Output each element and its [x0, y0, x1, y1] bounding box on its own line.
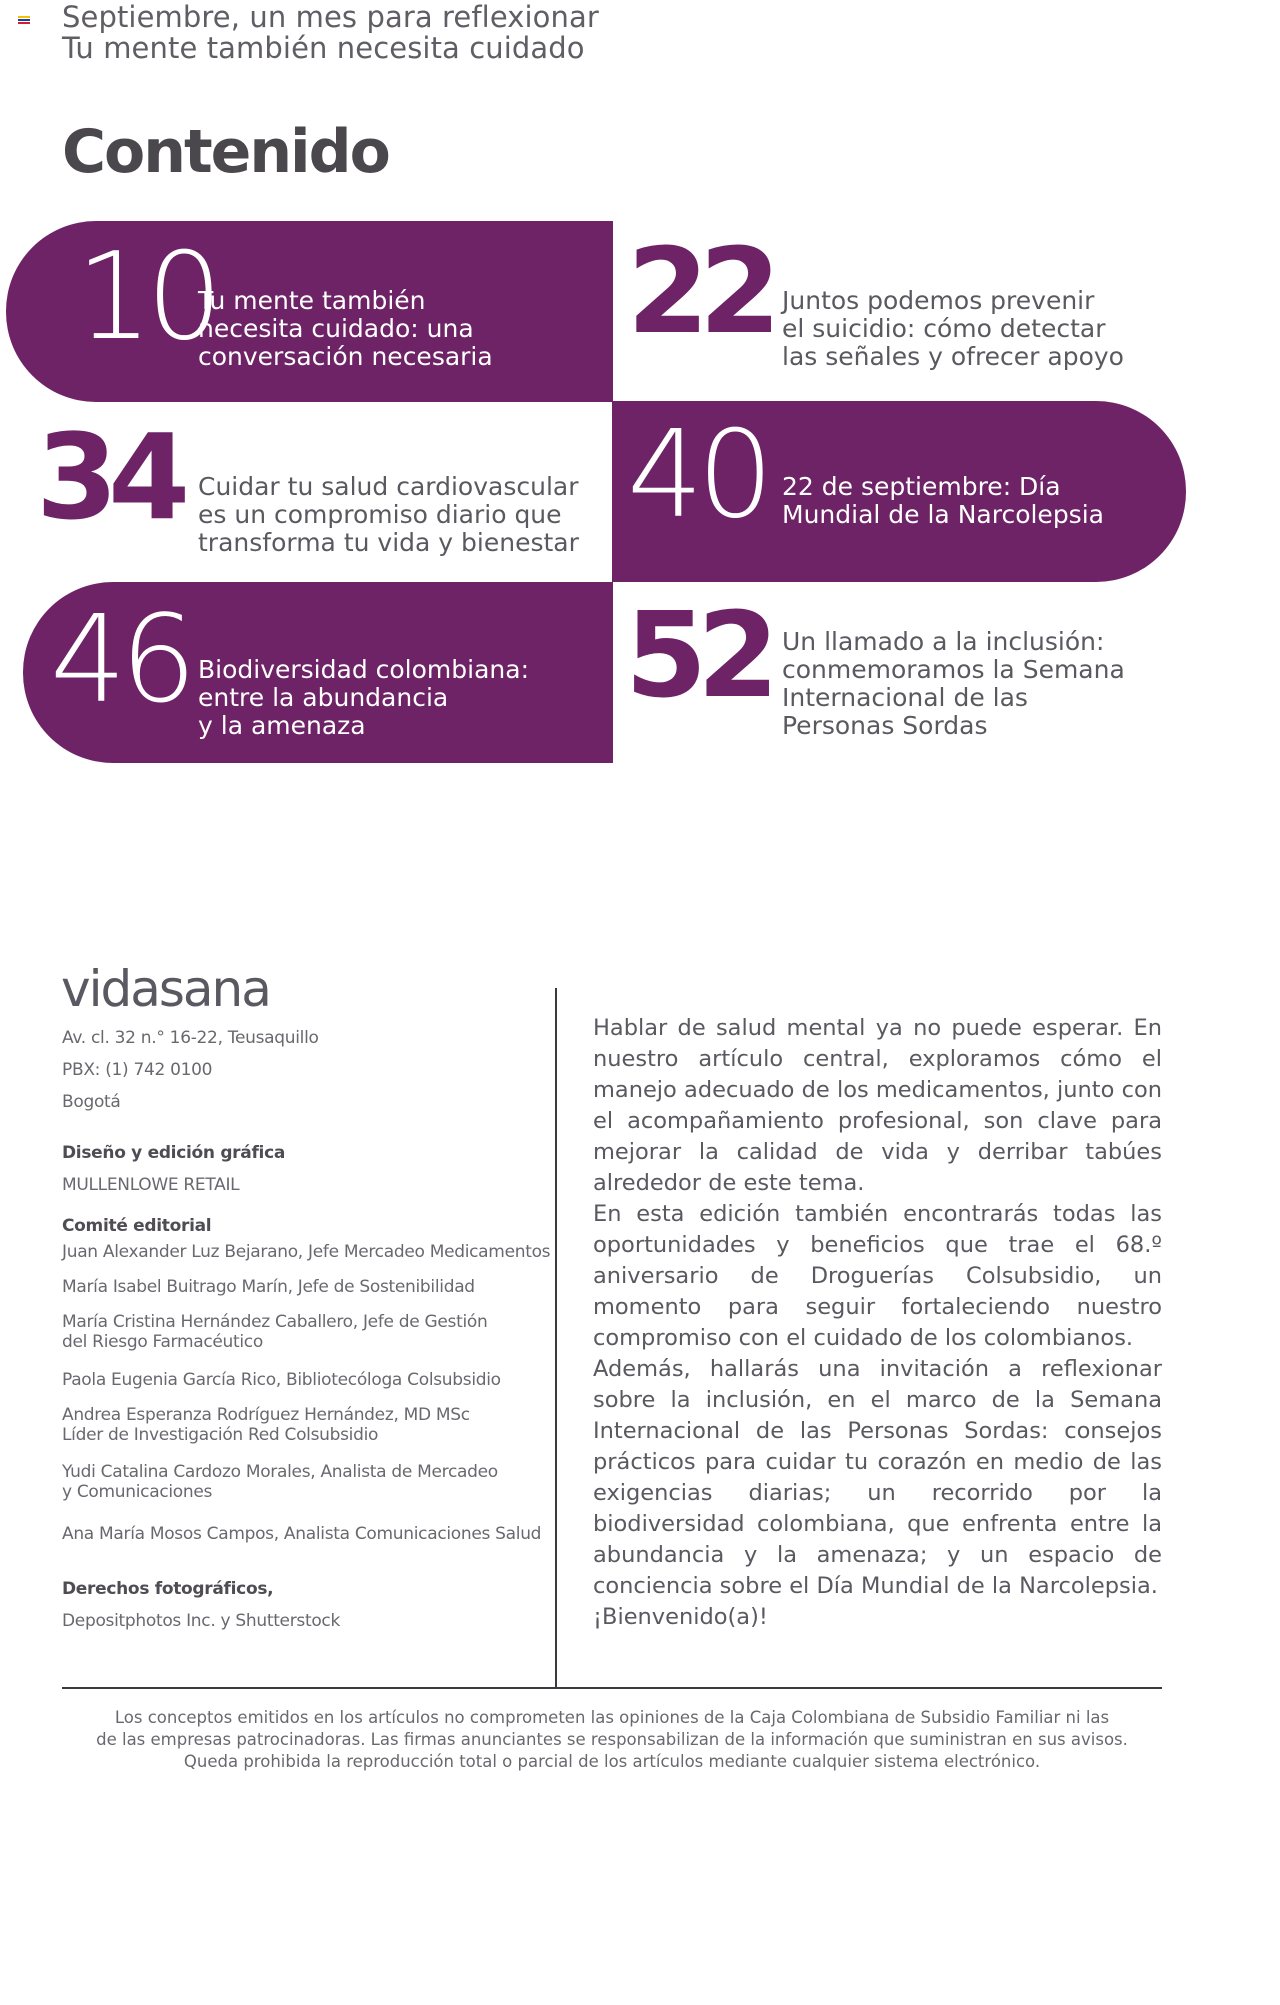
contents-item-52-line: conmemoramos la Semana [782, 655, 1125, 684]
disclaimer-line: Los conceptos emitidos en los artículos no comprometen las opiniones de la Caja Colombiana de Subsidio Familiar ni las [114, 1708, 1110, 1727]
contents-item-46-line: Biodiversidad colombiana: [198, 655, 529, 684]
committee-member: María Isabel Buitrago Marín, Jefe de Sostenibilidad [62, 1277, 475, 1297]
design-value: MULLENLOWE RETAIL [62, 1175, 240, 1195]
disclaimer [62, 1707, 1162, 1773]
committee-member-line: Andrea Esperanza Rodríguez Hernández, MD MSc [62, 1405, 470, 1425]
editorial-paragraph: En esta edición también encontrarás todas las oportunidades y beneficios que trae el 68.º aniversario de Droguerías Colsubsidio, un momento para seguir fortaleciendo nuestro compromiso con el cuidado de los colombianos. [593, 1201, 1162, 1351]
header-line-1: Septiembre, un mes para reflexionar [62, 0, 599, 34]
contents-item-46-line: entre la abundancia [198, 683, 449, 712]
contents-item-46-title[interactable] [198, 656, 529, 740]
photo-heading: Derechos fotográficos, [62, 1579, 274, 1599]
horizontal-divider [62, 1687, 1162, 1689]
design-heading: Diseño y edición gráfica [62, 1143, 286, 1163]
contents-page-40[interactable]: 40 [627, 406, 768, 545]
address: Av. cl. 32 n.° 16-22, Teusaquillo [62, 1028, 319, 1048]
contents-item-10-line: Tu mente también [198, 286, 426, 315]
contents-item-34-line: es un compromiso diario que [198, 500, 562, 529]
contents-item-22-line: las señales y ofrecer apoyo [782, 342, 1124, 371]
committee-member [62, 1312, 487, 1352]
editorial-paragraph: Además, hallarás una invitación a reflexionar sobre la inclusión, en el marco de la Semana Internacional de las Personas Sordas: consejos prácticos para cuidar tu corazón en medio de las exigencias diarias; un recorrido por la biodiversidad colombiana, que enfrenta entre la abundancia y la amenaza; y un espacio de conciencia sobre el Día Mundial de la Narcolepsia. [593, 1356, 1162, 1599]
editorial-paragraph: Hablar de salud mental ya no puede esperar. En nuestro artículo central, exploramos cómo el manejo adecuado de los medicamentos, junto con el acompañamiento profesional, son clave para mejorar la calidad de vida y derribar tabúes alrededor de este tema. [593, 1015, 1162, 1196]
contents-page-22[interactable]: 22 [627, 222, 772, 360]
disclaimer-line: de las empresas patrocinadoras. Las firmas anunciantes se responsabilizan de la información que suministran en sus avisos. [96, 1730, 1128, 1749]
contents-item-40-line: Mundial de la Narcolepsia [782, 500, 1104, 529]
contents-item-10-line: necesita cuidado: una [198, 314, 474, 343]
brand-logo: vidasana [61, 960, 270, 1018]
committee-member-line: del Riesgo Farmacéutico [62, 1332, 263, 1352]
contents-item-34-title[interactable] [198, 473, 579, 557]
contents-page-52[interactable]: 52 [625, 586, 770, 724]
contents-item-34-line: transforma tu vida y bienestar [198, 528, 579, 557]
flag-icon [18, 16, 30, 24]
committee-member: Ana María Mosos Campos, Analista Comunicaciones Salud [62, 1524, 542, 1544]
committee-member-line: y Comunicaciones [62, 1482, 213, 1502]
contents-item-22-line: el suicidio: cómo detectar [782, 314, 1106, 343]
committee-member-line: Yudi Catalina Cardozo Morales, Analista de Mercadeo [62, 1462, 498, 1482]
contents-item-22-title[interactable] [782, 287, 1124, 371]
committee-heading: Comité editorial [62, 1216, 212, 1236]
contents-item-34-line: Cuidar tu salud cardiovascular [198, 472, 579, 501]
header-line-2: Tu mente también necesita cuidado [62, 31, 585, 65]
committee-member-line: Líder de Investigación Red Colsubsidio [62, 1425, 379, 1445]
editorial-text [593, 1013, 1162, 1633]
committee-member [62, 1462, 498, 1502]
disclaimer-line: Queda prohibida la reproducción total o parcial de los artículos mediante cualquier sistema electrónico. [183, 1752, 1041, 1771]
contents-item-40-line: 22 de septiembre: Día [782, 472, 1061, 501]
contents-item-10-line: conversación necesaria [198, 342, 493, 371]
contents-item-22-line: Juntos podemos prevenir [782, 286, 1095, 315]
contents-item-46-line: y la amenaza [198, 711, 366, 740]
committee-member: Paola Eugenia García Rico, Bibliotecóloga Colsubsidio [62, 1370, 501, 1390]
phone: PBX: (1) 742 0100 [62, 1060, 213, 1080]
contents-item-40-title[interactable] [782, 473, 1104, 529]
contents-page-34[interactable]: 34 [36, 408, 181, 546]
contents-page-10[interactable]: 10 [76, 228, 217, 367]
contents-item-52-title[interactable] [782, 628, 1125, 740]
contents-item-10-title[interactable] [198, 287, 493, 371]
committee-member [62, 1405, 470, 1445]
contents-item-52-line: Personas Sordas [782, 711, 988, 740]
committee-member: Juan Alexander Luz Bejarano, Jefe Mercadeo Medicamentos [62, 1242, 551, 1262]
contents-title: Contenido [62, 117, 389, 187]
contents-page-46[interactable]: 46 [50, 591, 191, 730]
vertical-divider [555, 988, 557, 1688]
contents-item-52-line: Un llamado a la inclusión: [782, 627, 1105, 656]
committee-member-line: María Cristina Hernández Caballero, Jefe de Gestión [62, 1312, 488, 1332]
photo-value: Depositphotos Inc. y Shutterstock [62, 1611, 341, 1631]
city: Bogotá [62, 1092, 121, 1112]
contents-item-52-line: Internacional de las [782, 683, 1028, 712]
editorial-closing: ¡Bienvenido(a)! [593, 1604, 768, 1630]
